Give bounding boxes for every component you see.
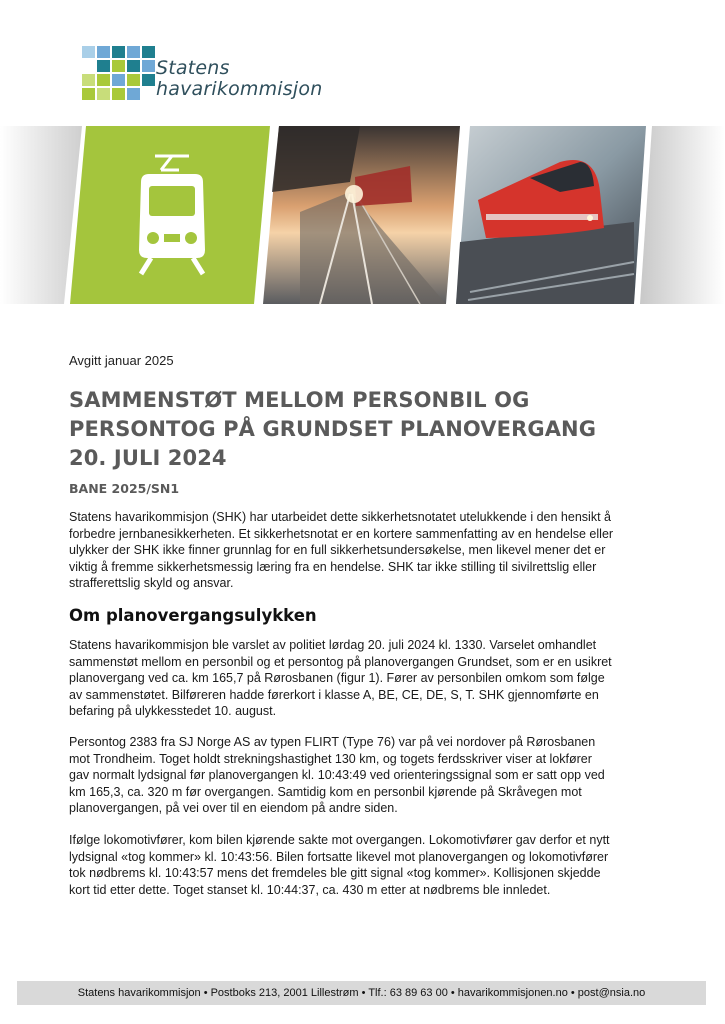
- text-line: planovergangen, på vei over til en eiendom på andre siden.: [69, 801, 398, 815]
- text-line: gav normalt lydsignal før planovergangen kl. 10:43:49 ved orienteringssignal som er satt opp ved: [69, 768, 605, 782]
- title-line: SAMMENSTØT MELLOM PERSONBIL OG: [69, 388, 530, 412]
- text-line: km 165,3, ca. 320 m før overgangen. Samtidig kom en personbil kjørende på Skråvegen mot: [69, 784, 582, 799]
- logo-wordmark: [156, 58, 322, 100]
- title-line: 20. JULI 2024: [69, 446, 227, 470]
- paragraph-3: [69, 832, 659, 898]
- document-title: [69, 386, 669, 473]
- shk-logo: [80, 44, 340, 106]
- header-banner: [0, 122, 725, 306]
- section-heading: Om planovergangsulykken: [69, 606, 317, 625]
- logo-line-2: havarikommisjon: [156, 78, 323, 100]
- issued-date: Avgitt januar 2025: [69, 353, 174, 368]
- text-line: av sammenstøtet. Bilføreren hadde førerkort i klasse A, BE, CE, DE, S, T. SHK gjennomførte en: [69, 687, 599, 702]
- paragraph-1: [69, 637, 659, 720]
- text-line: forbedre jernbanesikkerheten. Et sikkerhetsnotat er en kortere sammenfatting av en hendelse eller: [69, 526, 614, 541]
- text-line: mot Trondheim. Toget holdt strekningshastighet 130 km, og togets ferdsskriver viser at lokfører: [69, 751, 592, 766]
- text-line: befaring på ulykkesstedet 10. august.: [69, 704, 277, 718]
- text-line: kort tid etter dette. Toget stanset kl. 10:44:37, ca. 430 m etter at nødbrems ble innledet.: [69, 882, 551, 897]
- logo-mosaic-icon: [80, 44, 160, 102]
- train-front-icon: [133, 154, 211, 276]
- logo-line-1: Statens: [156, 57, 230, 79]
- text-line: sammenstøt mellom en personbil og et persontog på planovergangen Grundset, som er en usikret: [69, 654, 612, 669]
- text-line: Persontog 2383 fra SJ Norge AS av typen FLIRT (Type 76) var på vei nordover på Rørosbanen: [69, 735, 596, 749]
- text-line: viktig å fremme sikkerhetsmessig læring fra en hendelse. SHK tar ikke stilling til sivilrettslig eller: [69, 559, 597, 574]
- text-line: Statens havarikommisjon ble varslet av politiet lørdag 20. juli 2024 kl. 1330. Varselet omhandlet: [69, 638, 597, 652]
- intro-paragraph: [69, 509, 659, 592]
- text-line: ulykker der SHK ikke finner grunnlag for en full sikkerhetsundersøkelse, men likevel mener det er: [69, 543, 606, 557]
- banner-graphic: [0, 122, 725, 306]
- paragraph-2: [69, 734, 659, 817]
- text-line: Ifølge lokomotivfører, kom bilen kjørende sakte mot overgangen. Lokomotivfører gav derfor et nytt: [69, 833, 610, 847]
- title-line: PERSONTOG PÅ GRUNDSET PLANOVERGANG: [69, 417, 597, 441]
- report-code: BANE 2025/SN1: [69, 481, 180, 496]
- text-line: tok nødbrems kl. 10:43:57 mens det fremdeles ble gitt signal «tog kommer». Kollisjonen skjedde: [69, 866, 601, 880]
- text-line: planovergang ved ca. km 165,7 på Rørosbanen (figur 1). Fører av personbilen omkom som følge: [69, 671, 605, 685]
- text-line: strafferettslig skyld og ansvar.: [69, 576, 234, 590]
- text-line: Statens havarikommisjon (SHK) har utarbeidet dette sikkerhetsnotatet utelukkende i den hensikt å: [69, 510, 611, 524]
- footer-contact-bar: Statens havarikommisjon • Postboks 213, 2001 Lillestrøm • Tlf.: 63 89 63 00 • havarikommisjonen.no • post@nsia.no: [17, 981, 706, 1005]
- text-line: lydsignal «tog kommer» kl. 10:43:56. Bilen fortsatte likevel mot planovergangen og lokomotivfører: [69, 849, 609, 864]
